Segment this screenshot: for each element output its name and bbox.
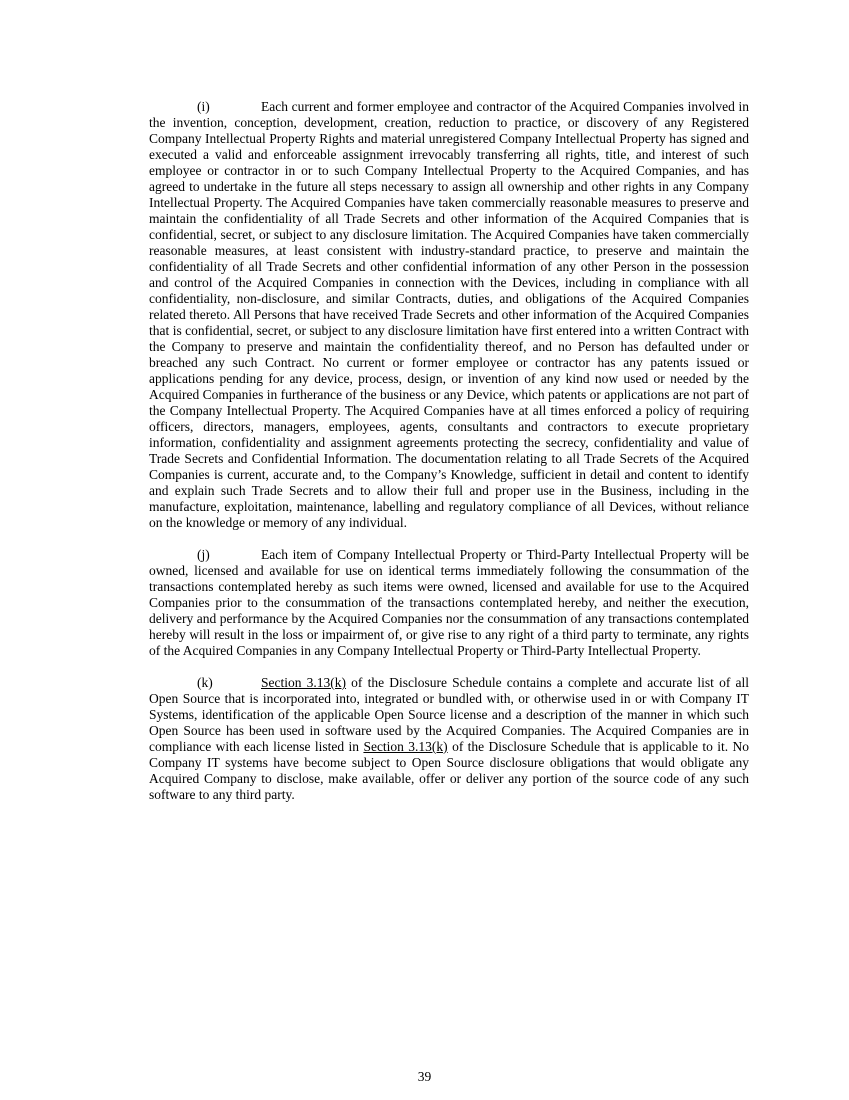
paragraph-marker: (j) [197,547,210,562]
page-number: 39 [417,1069,432,1084]
paragraph-k [149,675,749,803]
paragraph-text: Each item of Company Intellectual Property or Third-Party Intellectual Property will be owned, licensed and available for use on identical terms immediately following the consummation of the transactions contemplated hereby as such items were owned, licensed and available for use to the Acquired Companies prior to the consummation of the transactions contemplated hereby, and neither the execution, delivery and performance by the Acquired Companies nor the consummation of any transactions contemplated hereby will result in the loss or impairment of, or give rise to any right of a third party to terminate, any rights of the Acquired Companies in any Company Intellectual Property or Third-Party Intellectual Property. [149,547,749,658]
paragraph-i [149,99,749,531]
paragraph-marker: (i) [197,99,210,114]
paragraph-text: of the Disclosure Schedule that is applicable to it. No Company IT systems have become subject to Open Source disclosure obligations that would obligate any Acquired Company to disclose, make available, offer or deliver any portion of the source code of any such software to any third party. [149,739,749,802]
paragraph-text: Each current and former employee and contractor of the Acquired Companies involved in the invention, conception, development, creation, reduction to practice, or discovery of any Registered Company Intellectual Property Rights and material unregistered Company Intellectual Property has signed and executed a valid and enforceable assignment irrevocably transferring all rights, title, and interest of such employee or contractor in or to such Company Intellectual Property to the Acquired Companies, and has agreed to undertake in the future all steps necessary to assign all ownership and other rights in any Company Intellectual Property. The Acquired Companies have taken commercially reasonable measures to preserve and maintain the confidentiality of all Trade Secrets and other information of the Acquired Companies that is confidential, secret, or subject to any disclosure limitation. The Acquired Companies have taken commercially reasonable measures, at least consistent with industry-standard practice, to preserve and maintain the confidentiality of all Trade Secrets and other confidential information of any other Person in the possession and control of the Acquired Companies in connection with the Devices, including in compliance with all confidentiality, non-disclosure, and similar Contracts, duties, and obligations of the Acquired Companies related thereto. All Persons that have received Trade Secrets and other information of the Acquired Companies that is confidential, secret, or subject to any disclosure limitation have first entered into a written Contract with the Company to preserve and maintain the confidentiality thereof, and no Person has defaulted under or breached any such Contract. No current or former employee or contractor has any patents issued or applications pending for any device, process, design, or invention of any kind now used or needed by the Acquired Companies in furtherance of the business or any Device, which patents or applications are not part of the Company Intellectual Property. The Acquired Companies have at all times enforced a policy of requiring officers, directors, managers, employees, agents, consultants and contractors to execute proprietary information, confidentiality and assignment agreements protecting the secrecy, confidentiality and value of Trade Secrets and Confidential Information. The documentation relating to all Trade Secrets of the Acquired Companies is current, accurate and, to the Company’s Knowledge, sufficient in detail and content to identify and explain such Trade Secrets and to allow their full and proper use in the Business, including in the manufacture, exploitation, maintenance, labelling and regulatory compliance of all Devices, without reliance on the knowledge or memory of any individual. [149,99,749,530]
section-reference-link: Section 3.13(k) [363,739,448,754]
section-reference-link: Section 3.13(k) [261,675,347,690]
paragraph-j [149,547,749,659]
paragraph-text: of the Disclosure Schedule contains a complete and accurate list of all Open Source that is incorporated into, integrated or bundled with, or otherwise used in or with Company IT Systems, identification of the applicable Open Source license and a description of the manner in which such Open Source has been used in software used by the Acquired Companies. The Acquired Companies are in compliance with each license listed in [149,675,749,754]
paragraph-marker: (k) [197,675,213,690]
document-body [149,99,749,819]
